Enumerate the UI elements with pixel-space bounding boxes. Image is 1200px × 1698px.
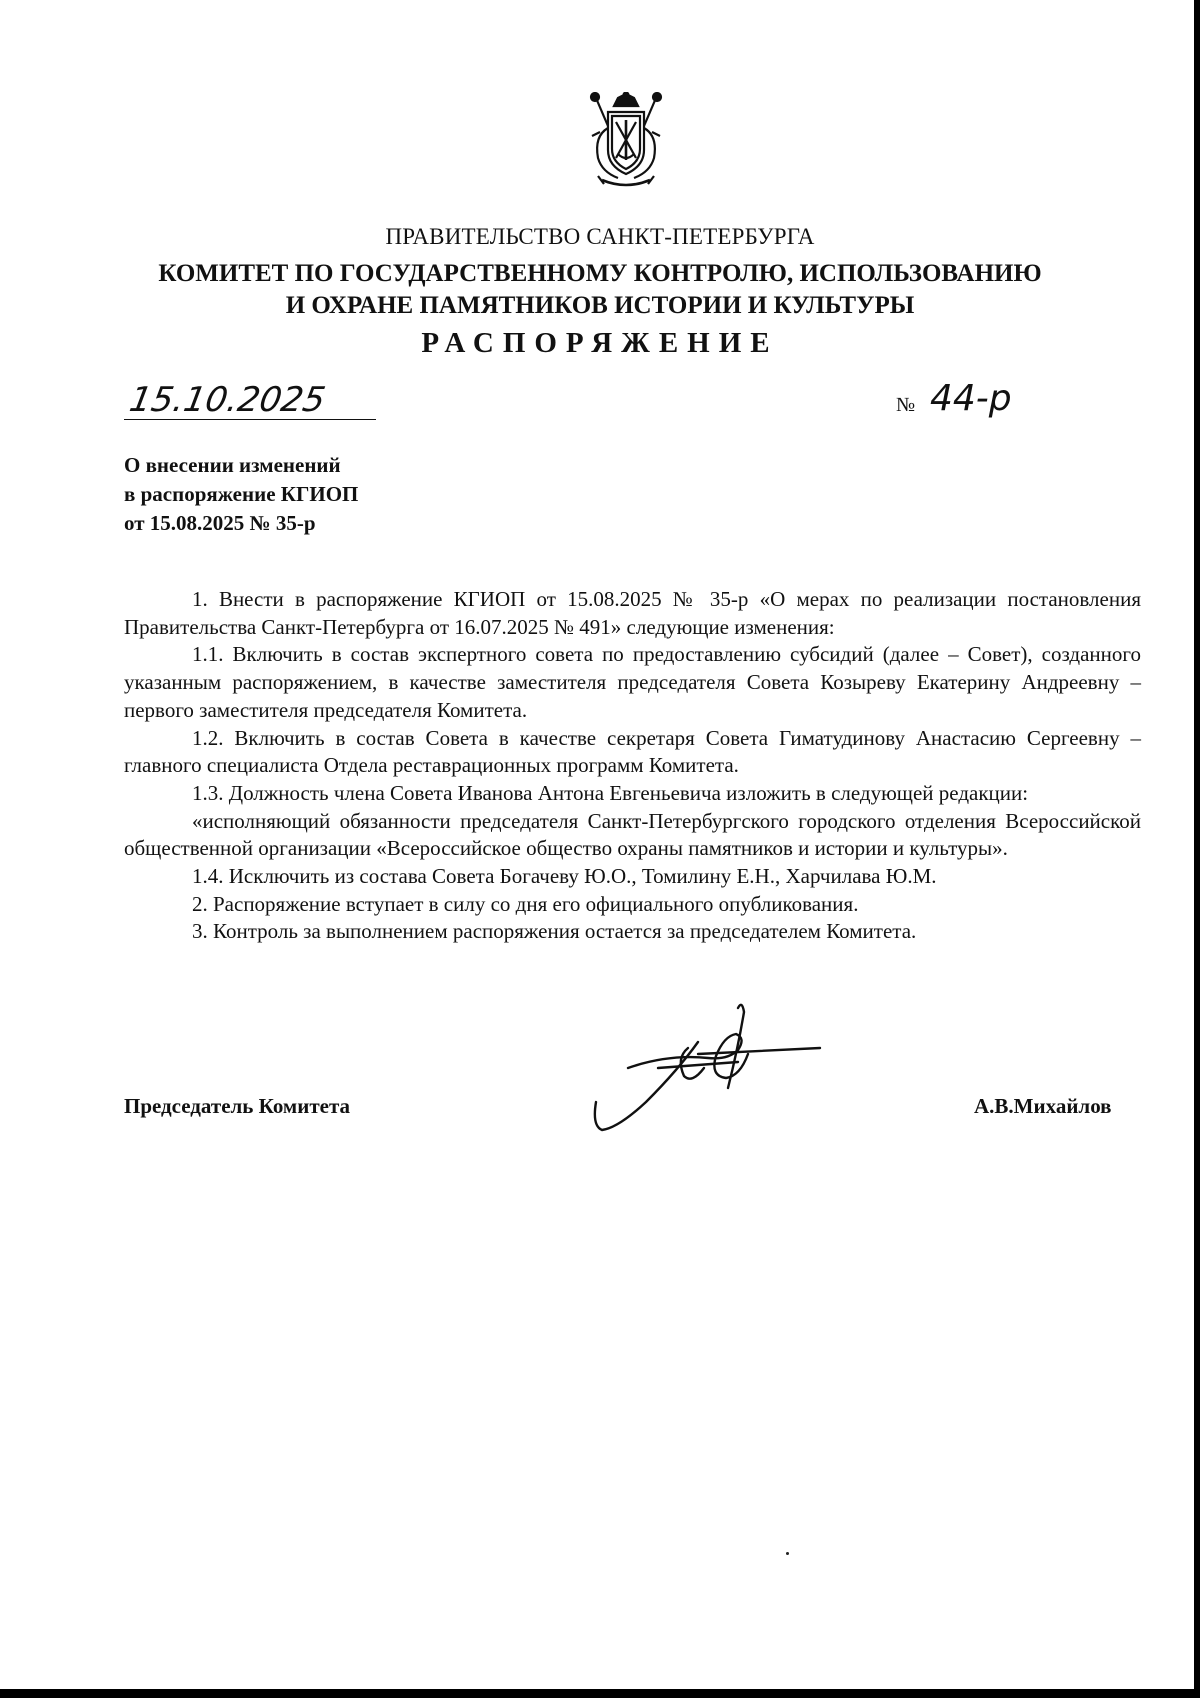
document-type: РАСПОРЯЖЕНИЕ xyxy=(421,327,779,359)
paragraph-1-3: 1.3. Должность члена Совета Иванова Антона Евгеньевича изложить в следующей редакции: xyxy=(192,780,1029,805)
signatory-title: Председатель Комитета xyxy=(124,1094,351,1118)
paragraph-1: 1. Внести в распоряжение КГИОП от 15.08.2025 № 35-р «О мерах по реализации постановления Правительства Санкт-Петербурга от 16.07.2025 № 491» следующие изменения: xyxy=(124,587,1141,639)
scan-edge-right xyxy=(1194,0,1200,1698)
date-underline xyxy=(124,419,376,420)
document-subject xyxy=(124,451,358,538)
scan-speck xyxy=(786,1552,789,1555)
committee-name xyxy=(0,258,1200,322)
scan-edge-bottom xyxy=(0,1689,1200,1698)
paragraph-1-4: 1.4. Исключить из состава Совета Богачеву Ю.О., Томилину Е.Н., Харчилава Ю.М. xyxy=(192,864,937,889)
subject-line-2: в распоряжение КГИОП xyxy=(124,482,359,506)
government-name: ПРАВИТЕЛЬСТВО САНКТ-ПЕТЕРБУРГА xyxy=(385,224,815,249)
paragraph-1-3-quote: «исполняющий обязанности председателя Санкт-Петербургского городского отделения Всероссийской общественной организации «Всероссийское общество охраны памятников и истории и культуры». xyxy=(124,808,1141,861)
paragraph-2: 2. Распоряжение вступает в силу со дня его официального опубликования. xyxy=(192,891,859,916)
handwritten-date: 15.10.2025 xyxy=(126,380,329,420)
paragraph-1-1: 1.1. Включить в состав экспертного совета по предоставлению субсидий (далее – Совет), созданного указанным распоряжением, в качестве заместителя председателя Совета Козыреву Екатерину Андреевну – первого заместителя председателя Комитета. xyxy=(124,642,1141,722)
number-label: № xyxy=(896,394,916,416)
paragraph-3: 3. Контроль за выполнением распоряжения остается за председателем Комитета. xyxy=(192,919,917,944)
signatory-name: А.В.Михайлов xyxy=(974,1094,1112,1118)
paragraph-1-2: 1.2. Включить в состав Совета в качестве секретаря Совета Гиматудинову Анастасию Сергеевну – главного специалиста Отдела реставрационных программ Комитета. xyxy=(124,725,1141,778)
handwritten-signature-icon xyxy=(588,998,828,1138)
subject-line-1: О внесении изменений xyxy=(124,453,341,477)
coat-of-arms-icon xyxy=(578,92,674,192)
committee-name-line-1: КОМИТЕТ ПО ГОСУДАРСТВЕННОМУ КОНТРОЛЮ, ИСПОЛЬЗОВАНИЮ xyxy=(158,260,1042,287)
document-body xyxy=(124,586,1141,946)
committee-name-line-2: И ОХРАНЕ ПАМЯТНИКОВ ИСТОРИИ И КУЛЬТУРЫ xyxy=(285,292,915,319)
subject-line-3: от 15.08.2025 № 35-р xyxy=(124,511,316,535)
handwritten-number: 44-р xyxy=(930,378,1012,419)
